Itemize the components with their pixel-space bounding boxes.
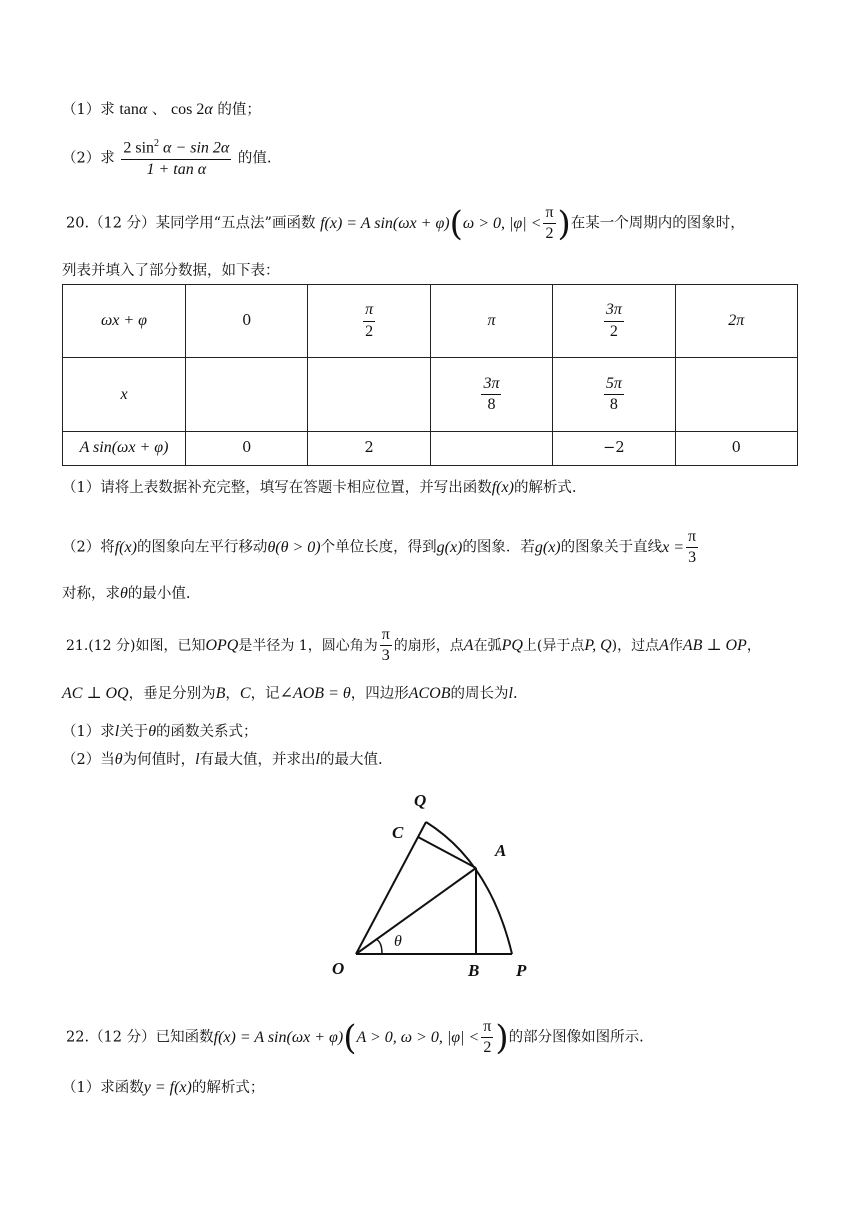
label-p: P (516, 961, 527, 980)
label-a: A (495, 841, 507, 860)
sector-figure (330, 782, 540, 982)
label-b: B (468, 961, 480, 980)
five-point-table (62, 284, 798, 466)
q21-stem: 21.(12 分)如图，已知OPQ是半径为 1，圆心角为 $\frac{\pi}{3}$ 的扇形，点A在弧PQ上(异于点P, Q)，过点A作AB ⊥ OP， (66, 626, 761, 665)
segment-oq (356, 822, 426, 954)
q19-part2: （2）求 $\frac{2 \sin^2 \alpha - \sin 2\alpha}{\text{1 + tan α}}$ 的值. (62, 138, 272, 178)
label-theta: θ (394, 933, 402, 950)
q20-part2-cont: 对称，求θ的最小值. (62, 585, 191, 602)
q21-part1: （1）求l关于θ的函数关系式； (62, 723, 258, 740)
q21-part2: （2）当θ为何值时，l有最大值，并求出l的最大值. (62, 751, 383, 768)
table-row: A sin(ωx + φ) 0 2 −2 0 (63, 431, 798, 465)
segment-ac (418, 837, 476, 868)
segment-oa (356, 868, 476, 954)
q20-stem: 20.（12 分）某同学用“五点法”画函数 f(x) = A sin(ωx + φ)(ω > 0, |φ| < $\frac{\pi}{2}$ )在某一个周期内的图象时， (66, 203, 745, 244)
label-o: O (332, 959, 345, 978)
label-c: C (392, 823, 404, 842)
q22-part1: （1）求函数y = f(x)的解析式； (62, 1079, 265, 1096)
q20-part1: （1）请将上表数据补充完整，填写在答题卡相应位置，并写出函数f(x)的解析式. (62, 479, 577, 496)
q20-intro: 列表并填入了部分数据，如下表： (62, 263, 280, 279)
angle-arc (376, 939, 382, 954)
q21-stem-cont: AC ⊥ OQ，垂足分别为B，C，记∠AOB = θ，四边形ACOB的周长为l. (62, 685, 518, 702)
table-row: ωx + φ 0 $\frac{\pi}{2}$ π $\frac{3\pi}{2}$ 2π (63, 285, 798, 358)
q19-part1: （1）求 tanα 、 cos 2α 的值； (62, 101, 261, 118)
q19-fraction: $\frac{2 \sin^2 \alpha - \sin 2\alpha}{\text{1 + tan α}}$ (123, 138, 230, 178)
q20-part2: （2）将f(x)的图象向左平行移动θ(θ > 0)个单位长度，得到g(x)的图象．若g(x)的图象关于直线x = $\frac{\pi}{3}$ (62, 528, 697, 567)
table-row: x $\frac{3\pi}{8}$ $\frac{5\pi}{8}$ (63, 358, 798, 431)
q22-stem: 22.（12 分）已知函数f(x) = A sin(ωx + φ)(A > 0, ω > 0, |φ| < $\frac{\pi}{2}$ )的部分图像如图所示. (66, 1017, 644, 1058)
label-q: Q (414, 791, 427, 810)
